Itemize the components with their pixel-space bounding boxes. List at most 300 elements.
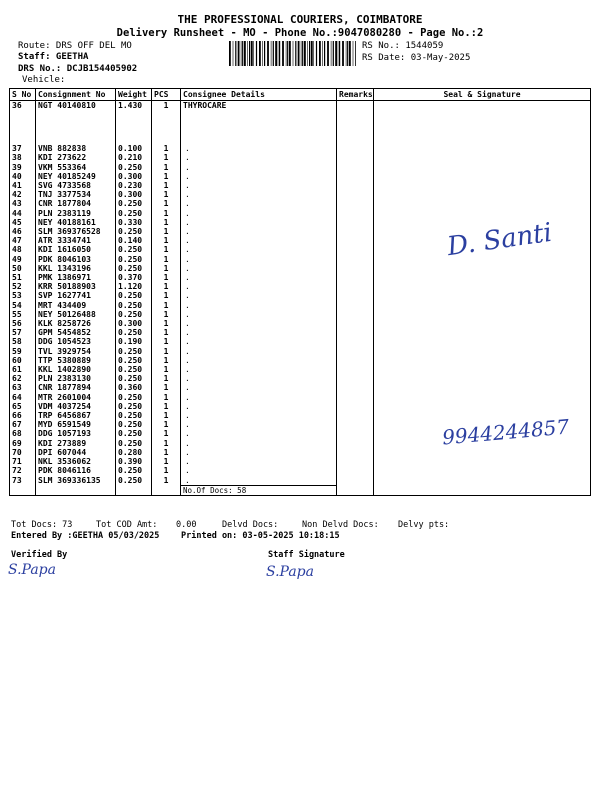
cell-weight: 0.250 — [116, 301, 152, 310]
cell-weight: 1.120 — [116, 282, 152, 291]
cell-remarks — [337, 255, 374, 264]
total-docs: Tot Docs: 73 — [11, 520, 73, 530]
cell-sno: 37 — [10, 144, 36, 153]
table-row — [10, 402, 591, 411]
cell-seal — [374, 402, 591, 411]
cell-sno: 42 — [10, 190, 36, 199]
rs-date: RS Date: 03-May-2025 — [362, 53, 471, 63]
cell-consignee: . — [181, 374, 337, 383]
cell-remarks — [337, 264, 374, 273]
cell-consignee: . — [181, 429, 337, 438]
table-row — [10, 144, 591, 153]
cell-pcs: 1 — [152, 337, 181, 346]
cell-empty — [10, 485, 36, 495]
table-row — [10, 356, 591, 365]
cell-consignee: . — [181, 199, 337, 208]
cell-sno: 70 — [10, 448, 36, 457]
cell-sno: 50 — [10, 264, 36, 273]
cell-consignment: TRP 6456867 — [36, 411, 116, 420]
cell-weight: 0.360 — [116, 383, 152, 392]
cell-seal — [374, 319, 591, 328]
cell-weight: 0.230 — [116, 181, 152, 190]
cell-consignment: KKL 1343196 — [36, 264, 116, 273]
cell-remarks — [337, 245, 374, 254]
cell-weight: 0.250 — [116, 466, 152, 475]
cell-seal — [374, 457, 591, 466]
cell-consignment: KRR 50188903 — [36, 282, 116, 291]
barcode-bar — [238, 41, 240, 66]
cell-consignment: PMK 1386971 — [36, 273, 116, 282]
cell-sno: 67 — [10, 420, 36, 429]
cell-consignee: . — [181, 457, 337, 466]
cell-seal — [374, 163, 591, 172]
cell-empty — [152, 485, 181, 495]
delivery-points: Delvy pts: — [398, 520, 450, 530]
cell-remarks — [337, 227, 374, 236]
barcode-bar — [287, 41, 288, 66]
cell-remarks — [337, 190, 374, 199]
cell-consignee: . — [181, 264, 337, 273]
cell-consignment: TNJ 3377534 — [36, 190, 116, 199]
cell-weight: 0.250 — [116, 356, 152, 365]
cell-sno: 36 — [10, 101, 36, 136]
cell-remarks — [337, 319, 374, 328]
cell-weight: 0.300 — [116, 319, 152, 328]
barcode-bar — [295, 41, 296, 66]
barcode-bar — [347, 41, 348, 66]
barcode-bar — [271, 41, 272, 66]
table-row — [10, 282, 591, 291]
cell-weight: 0.280 — [116, 448, 152, 457]
vehicle-label: Vehicle: — [22, 75, 66, 85]
cell-sno: 48 — [10, 245, 36, 254]
cell-remarks — [337, 439, 374, 448]
cell-consignee: . — [181, 190, 337, 199]
table-row — [10, 199, 591, 208]
cell-weight: 0.250 — [116, 476, 152, 486]
barcode-bar — [273, 41, 274, 66]
barcode-bar — [247, 41, 248, 66]
cell-consignee: . — [181, 163, 337, 172]
verified-signature: S.Papa — [8, 562, 56, 578]
cell-consignee: . — [181, 347, 337, 356]
cell-remarks — [337, 374, 374, 383]
rs-number: RS No.: 1544059 — [362, 41, 444, 51]
cell-remarks — [337, 172, 374, 181]
cell-pcs: 1 — [152, 236, 181, 245]
cell-consignment: DDG 1057193 — [36, 429, 116, 438]
cell-weight: 0.190 — [116, 337, 152, 346]
cell-remarks — [337, 347, 374, 356]
cell-seal — [374, 476, 591, 486]
cell-consignment: PDK 8046103 — [36, 255, 116, 264]
table-header-row — [10, 89, 591, 101]
cell-remarks — [337, 328, 374, 337]
cell-consignment: SLM 369376528 — [36, 227, 116, 236]
cell-pcs: 1 — [152, 227, 181, 236]
cell-consignee: . — [181, 291, 337, 300]
barcode-bar — [346, 41, 347, 66]
cell-consignee: . — [181, 420, 337, 429]
table-row — [10, 374, 591, 383]
cell-consignment: KDI 1616050 — [36, 245, 116, 254]
table-row — [10, 264, 591, 273]
cell-seal — [374, 209, 591, 218]
table-row — [10, 328, 591, 337]
cell-pcs: 1 — [152, 448, 181, 457]
cell-sno: 58 — [10, 337, 36, 346]
cell-consignment: ATR 3334741 — [36, 236, 116, 245]
cell-pcs: 1 — [152, 273, 181, 282]
cell-seal — [374, 282, 591, 291]
cell-consignment: PDK 8046116 — [36, 466, 116, 475]
table-row — [10, 393, 591, 402]
total-cod-value: 0.00 — [176, 520, 197, 530]
cell-seal — [374, 356, 591, 365]
cell-consignment: KDI 273889 — [36, 439, 116, 448]
barcode-bar — [339, 41, 340, 66]
cell-remarks — [337, 457, 374, 466]
barcode-bar — [244, 41, 246, 66]
entered-by: Entered By :GEETHA 05/03/2025 — [11, 531, 160, 541]
cell-pcs: 1 — [152, 190, 181, 199]
cell-remarks — [337, 448, 374, 457]
cell-sno: 38 — [10, 153, 36, 162]
cell-consignment: CNR 1877894 — [36, 383, 116, 392]
cell-consignee: . — [181, 236, 337, 245]
cell-pcs: 1 — [152, 402, 181, 411]
cell-seal — [374, 393, 591, 402]
cell-pcs: 1 — [152, 457, 181, 466]
cell-seal — [374, 101, 591, 136]
cell-seal — [374, 291, 591, 300]
barcode-bar — [259, 41, 261, 66]
table-row — [10, 337, 591, 346]
cell-seal — [374, 328, 591, 337]
barcode-bar — [242, 41, 243, 66]
cell-pcs: 1 — [152, 181, 181, 190]
cell-consignment: CNR 1877804 — [36, 199, 116, 208]
cell-sno: 56 — [10, 319, 36, 328]
cell-remarks — [337, 181, 374, 190]
cell-weight: 0.370 — [116, 273, 152, 282]
cell-remarks — [337, 153, 374, 162]
cell-sno: 47 — [10, 236, 36, 245]
cell-remarks — [337, 420, 374, 429]
cell-remarks — [337, 476, 374, 486]
cell-weight: 1.430 — [116, 101, 152, 136]
barcode-bar — [313, 41, 314, 66]
table-row — [10, 457, 591, 466]
drs-number: DRS No.: DCJB154405902 — [18, 64, 138, 74]
col-sno: S No — [10, 89, 36, 101]
cell-consignee: . — [181, 328, 337, 337]
barcode-bar — [253, 41, 254, 66]
barcode-bar — [353, 41, 354, 66]
cell-sno: 69 — [10, 439, 36, 448]
barcode-bar — [333, 41, 334, 66]
barcode-bar — [301, 41, 302, 66]
cell-consignee: . — [181, 181, 337, 190]
cell-seal — [374, 153, 591, 162]
route-label: Route: DRS OFF DEL MO — [18, 41, 132, 51]
barcode-bar — [316, 41, 317, 66]
cell-consignment: NEY 40188161 — [36, 218, 116, 227]
barcode-bar — [349, 41, 351, 66]
cell-consignment: NKL 3536062 — [36, 457, 116, 466]
cell-sno: 66 — [10, 411, 36, 420]
cell-consignment: NGT 40140810 — [36, 101, 116, 136]
cell-seal — [374, 374, 591, 383]
cell-consignment: GPM 5454852 — [36, 328, 116, 337]
handwritten-signature: D. Santi — [445, 217, 554, 263]
barcode-bar — [249, 41, 250, 66]
cell-seal — [374, 383, 591, 392]
cell-consignment: KDI 273622 — [36, 153, 116, 162]
cell-consignee: . — [181, 383, 337, 392]
cell-sno: 62 — [10, 374, 36, 383]
cell-consignment: KLK 8258726 — [36, 319, 116, 328]
cell-weight: 0.250 — [116, 227, 152, 236]
barcode-bar — [307, 41, 308, 66]
cell-sno: 52 — [10, 282, 36, 291]
col-weight: Weight — [116, 89, 152, 101]
cell-remarks — [337, 291, 374, 300]
barcode-bar — [331, 41, 332, 66]
cell-sno: 57 — [10, 328, 36, 337]
document-subtitle: Delivery Runsheet - MO - Phone No.:9047080280 - Page No.:2 — [116, 27, 484, 39]
table-row — [10, 273, 591, 282]
table-row — [10, 466, 591, 475]
table-row — [10, 319, 591, 328]
cell-seal — [374, 466, 591, 475]
cell-pcs: 1 — [152, 144, 181, 153]
cell-weight: 0.250 — [116, 393, 152, 402]
cell-weight: 0.250 — [116, 411, 152, 420]
table-row — [10, 347, 591, 356]
cell-weight: 0.140 — [116, 236, 152, 245]
cell-consignee: . — [181, 209, 337, 218]
barcode-bar — [304, 41, 306, 66]
cell-weight: 0.100 — [116, 144, 152, 153]
cell-remarks — [337, 411, 374, 420]
cell-consignment: DPI 607044 — [36, 448, 116, 457]
cell-pcs: 1 — [152, 466, 181, 475]
cell-pcs: 1 — [152, 172, 181, 181]
table-row — [10, 101, 591, 136]
cell-consignment: SVG 4733568 — [36, 181, 116, 190]
cell-remarks — [337, 163, 374, 172]
barcode-bar — [322, 41, 323, 66]
barcode-bar — [267, 41, 269, 66]
barcode-bar — [342, 41, 344, 66]
cell-remarks — [337, 218, 374, 227]
cell-remarks — [337, 356, 374, 365]
cell-seal — [374, 347, 591, 356]
cell-weight: 0.250 — [116, 199, 152, 208]
col-pcs: PCS — [152, 89, 181, 101]
cell-pcs: 1 — [152, 218, 181, 227]
cell-weight: 0.300 — [116, 190, 152, 199]
cell-consignee: . — [181, 218, 337, 227]
cell-sno: 72 — [10, 466, 36, 475]
barcode-bar — [302, 41, 303, 66]
cell-consignment: DDG 1054523 — [36, 337, 116, 346]
cell-pcs: 1 — [152, 374, 181, 383]
cell-consignee: . — [181, 448, 337, 457]
barcode-bar — [335, 41, 337, 66]
table-row — [10, 383, 591, 392]
cell-remarks — [337, 101, 374, 136]
no-of-docs: No.Of Docs: 58 — [181, 485, 337, 495]
cell-consignment: MYD 6591549 — [36, 420, 116, 429]
cell-sno: 71 — [10, 457, 36, 466]
table-row — [10, 301, 591, 310]
cell-consignee: . — [181, 319, 337, 328]
cell-weight: 0.250 — [116, 374, 152, 383]
col-seal-signature: Seal & Signature — [374, 89, 591, 101]
cell-weight: 0.210 — [116, 153, 152, 162]
table-row — [10, 291, 591, 300]
cell-pcs: 1 — [152, 282, 181, 291]
cell-weight: 0.250 — [116, 209, 152, 218]
cell-weight: 0.250 — [116, 420, 152, 429]
cell-consignment: SVP 1627741 — [36, 291, 116, 300]
cell-pcs: 1 — [152, 429, 181, 438]
cell-sno: 41 — [10, 181, 36, 190]
cell-consignee: . — [181, 476, 337, 486]
cell-sno: 61 — [10, 365, 36, 374]
cell-seal — [374, 273, 591, 282]
cell-seal — [374, 144, 591, 153]
cell-consignment: MRT 434409 — [36, 301, 116, 310]
barcode-bar — [338, 41, 339, 66]
cell-sno: 55 — [10, 310, 36, 319]
barcode-bar — [286, 41, 287, 66]
cell-remarks — [337, 199, 374, 208]
cell-consignment: VDM 4037254 — [36, 402, 116, 411]
cell-consignment: VNB 882838 — [36, 144, 116, 153]
cell-seal — [374, 218, 591, 227]
cell-pcs: 1 — [152, 209, 181, 218]
cell-pcs: 1 — [152, 163, 181, 172]
cell-pcs: 1 — [152, 476, 181, 486]
table-row — [10, 411, 591, 420]
cell-seal — [374, 264, 591, 273]
cell-seal — [374, 181, 591, 190]
barcode-bar — [275, 41, 277, 66]
cell-seal — [374, 365, 591, 374]
cell-weight: 0.250 — [116, 328, 152, 337]
cell-pcs: 1 — [152, 319, 181, 328]
cell-weight: 0.250 — [116, 310, 152, 319]
cell-consignee: . — [181, 393, 337, 402]
table-row — [10, 365, 591, 374]
cell-weight: 0.250 — [116, 255, 152, 264]
cell-seal — [374, 337, 591, 346]
table-row — [10, 310, 591, 319]
cell-sno: 60 — [10, 356, 36, 365]
docs-count-row — [10, 485, 591, 495]
staff-signature: S.Papa — [266, 564, 314, 580]
cell-pcs: 1 — [152, 153, 181, 162]
cell-consignment: NEY 50126488 — [36, 310, 116, 319]
cell-remarks — [337, 144, 374, 153]
cell-consignee: . — [181, 356, 337, 365]
cell-sno: 73 — [10, 476, 36, 486]
cell-sno: 40 — [10, 172, 36, 181]
cell-consignee: . — [181, 439, 337, 448]
cell-consignment: KKL 1402890 — [36, 365, 116, 374]
cell-remarks — [337, 282, 374, 291]
cell-sno: 51 — [10, 273, 36, 282]
cell-pcs: 1 — [152, 310, 181, 319]
barcode-bar — [278, 41, 279, 66]
table-row — [10, 172, 591, 181]
cell-pcs: 1 — [152, 347, 181, 356]
cell-consignee: . — [181, 402, 337, 411]
cell-seal — [374, 301, 591, 310]
cell-seal — [374, 199, 591, 208]
barcode-bar — [251, 41, 253, 66]
cell-consignee: . — [181, 411, 337, 420]
col-consignee: Consignee Details — [181, 89, 337, 101]
cell-pcs: 1 — [152, 411, 181, 420]
table-row — [10, 476, 591, 486]
col-remarks: Remarks — [337, 89, 374, 101]
handwritten-phone: 9944244857 — [441, 414, 571, 450]
cell-seal — [374, 310, 591, 319]
staff-label: Staff: GEETHA — [18, 52, 89, 62]
delivered-docs: Delvd Docs: — [222, 520, 279, 530]
barcode-bar — [311, 41, 313, 66]
cell-weight: 0.330 — [116, 218, 152, 227]
cell-pcs: 1 — [152, 439, 181, 448]
cell-sno: 43 — [10, 199, 36, 208]
cell-remarks — [337, 402, 374, 411]
barcode-bar — [233, 41, 234, 66]
cell-consignee: . — [181, 153, 337, 162]
cell-seal — [374, 190, 591, 199]
cell-sno: 49 — [10, 255, 36, 264]
barcode-bar — [229, 41, 231, 66]
cell-pcs: 1 — [152, 356, 181, 365]
cell-consignee: . — [181, 310, 337, 319]
cell-weight: 0.250 — [116, 365, 152, 374]
cell-pcs: 1 — [152, 264, 181, 273]
cell-remarks — [337, 236, 374, 245]
barcode-bar — [282, 41, 284, 66]
barcode-bar — [262, 41, 263, 66]
cell-pcs: 1 — [152, 101, 181, 136]
cell-weight: 0.250 — [116, 291, 152, 300]
cell-pcs: 1 — [152, 328, 181, 337]
table-row — [10, 209, 591, 218]
barcode-bar — [319, 41, 321, 66]
cell-consignee: . — [181, 144, 337, 153]
barcode-bar — [324, 41, 325, 66]
cell-pcs: 1 — [152, 291, 181, 300]
barcode-bar — [355, 41, 356, 66]
cell-pcs: 1 — [152, 383, 181, 392]
cell-pcs: 1 — [152, 420, 181, 429]
cell-weight: 0.300 — [116, 172, 152, 181]
barcode-bar — [309, 41, 310, 66]
cell-consignment: TVL 3929754 — [36, 347, 116, 356]
cell-weight: 0.250 — [116, 245, 152, 254]
cell-remarks — [337, 383, 374, 392]
barcode-bar — [256, 41, 257, 66]
